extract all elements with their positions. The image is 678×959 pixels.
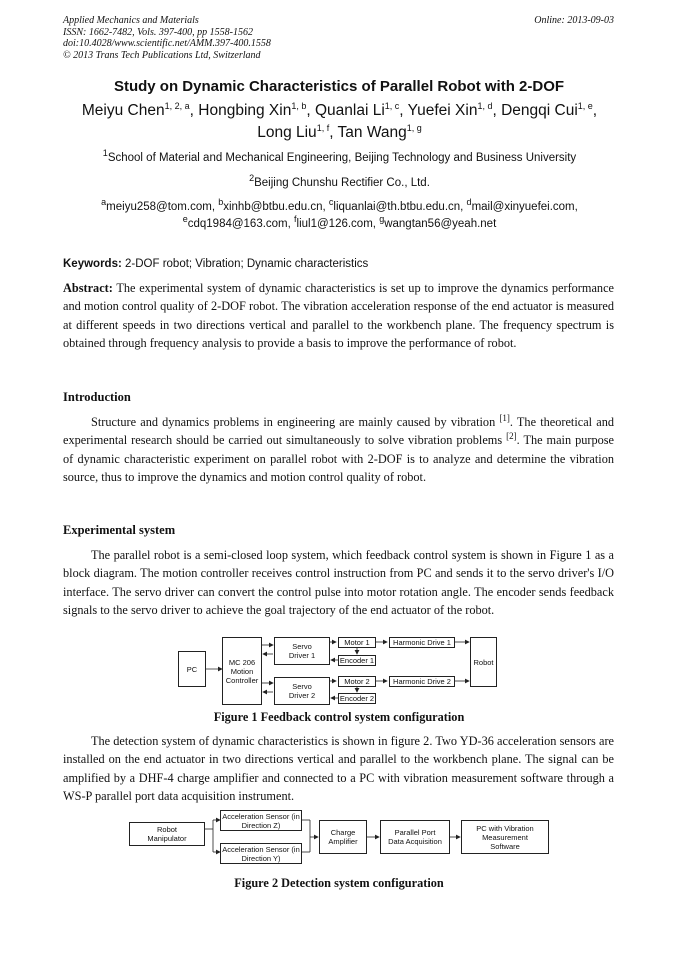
fig1-servo2-box: Servo Driver 2 xyxy=(274,677,330,705)
fig1-harmonic2-box: Harmonic Drive 2 xyxy=(389,676,455,687)
fig1-servo1-box: Servo Driver 1 xyxy=(274,637,330,665)
fig1-motor2-box: Motor 2 xyxy=(338,676,376,687)
email[interactable]: $^d$mail@xinyuefei.com xyxy=(466,197,575,213)
fig2-port-box: Parallel Port Data Acquisition xyxy=(380,820,450,854)
experimental-heading: Experimental system xyxy=(63,523,176,537)
author: Meiyu Chen$^{1, 2, a}$ xyxy=(81,100,190,119)
online-date: Online: 2013-09-03 xyxy=(534,15,614,26)
author: Yuefei Xin$^{1, d}$ xyxy=(407,100,493,119)
fig1-encoder1-box: Encoder 1 xyxy=(339,656,375,665)
fig2-sensor-y-box: Acceleration Sensor (in Direction Y) xyxy=(220,843,302,864)
fig2-robot-box: Robot Manipulator xyxy=(129,822,205,846)
email[interactable]: $^e$cdq1984@163.com xyxy=(182,214,288,230)
abstract-text: The experimental system of dynamic characteristics is set up to improve the dynamics performance and motion control quality of 2-DOF robot. The vibration acceleration response of the end actuator is measured at different speeds in two directions vertical and parallel to the workbench plane. The frequency spectrum is obtained through frequency analysis to provide a basis to improve the performance of robot. xyxy=(63,281,614,351)
email[interactable]: $^c$liquanlai@th.btbu.edu.cn xyxy=(328,197,461,213)
author: Hongbing Xin$^{1, b}$ xyxy=(198,100,307,119)
figure-1-caption: Figure 1 Feedback control system configuration xyxy=(213,710,465,724)
copyright: © 2013 Trans Tech Publications Ltd, Switzerland xyxy=(63,49,261,61)
email[interactable]: $^b$xinhb@btbu.edu.cn xyxy=(218,197,323,213)
author: Dengqi Cui$^{1, e}$ xyxy=(501,100,593,119)
author: Tan Wang$^{1, g}$ xyxy=(337,122,422,141)
fig1-encoder2-box: Encoder 2 xyxy=(339,694,375,703)
experimental-paragraph-1: The parallel robot is a semi-closed loop system, which feedback control system is shown in Figure 1 as a block diagram. The motion controller receives control instruction from PC and sends it to the servo driver's I/O interface. The servo driver can convert the control pulse into motor rotation angle. The encoder sends feedback signals to the servo driver to achieve the goal trajectory of the end actuator of the robot. xyxy=(63,548,614,618)
fig2-sensor-z-box: Acceleration Sensor (in Direction Z) xyxy=(220,810,302,831)
paper-title: Study on Dynamic Characteristics of Parallel Robot with 2-DOF xyxy=(113,78,565,95)
email[interactable]: $^a$meiyu258@tom.com xyxy=(101,197,212,213)
experimental-paragraph-2: The detection system of dynamic characteristics is shown in figure 2. Two YD-36 acceleration sensors are installed on the end actuator in two directions vertical and parallel to the workbench plane. The signal can be amplified by a DHF-4 charge amplifier and connected to a PC with vibration measurement software through a WS-P parallel port data acquisition instrument. xyxy=(63,734,614,804)
introduction-paragraph: Structure and dynamics problems in engineering are mainly caused by vibration [1]. The theoretical and experimental research should be carried out simultaneously to solve vibration problems [2]. The main purpose of dynamic characteristic experiment on parallel robot with 2-DOF is to analyze and determine the vibration source, thus to improve the dynamics and motion control quality of robot. xyxy=(63,412,614,485)
fig1-motor1-box: Motor 1 xyxy=(338,637,376,648)
author: Long Liu$^{1, f}$ xyxy=(257,122,330,141)
fig2-amplifier-box: Charge Amplifier xyxy=(319,820,367,854)
email[interactable]: $^g$wangtan56@yeah.net xyxy=(379,214,497,230)
fig2-pc-box: PC with Vibration Measurement Software xyxy=(461,820,549,854)
author: Quanlai Li$^{1, c}$ xyxy=(314,100,400,119)
introduction-heading: Introduction xyxy=(63,390,131,404)
affiliation-2: $^2$Beijing Chunshu Rectifier Co., Ltd. xyxy=(249,173,430,189)
author-list: Meiyu Chen$^{1, 2, a}$, Hongbing Xin$^{1, b}$, Quanlai Li$^{1, c}$, Yuefei Xin$^{1, d}$, Dengqi Cui$^{1, e}$, Long Liu$^{1, f}$, Tan Wang$^{1, g}$ xyxy=(81,100,598,141)
journal-name: Applied Mechanics and Materials xyxy=(63,15,199,26)
abstract-label: Abstract: xyxy=(63,281,113,295)
issn: ISSN: 1662-7482, Vols. 397-400, pp 1558-1562 xyxy=(63,26,253,38)
doi: doi:10.4028/www.scientific.net/AMM.397-400.1558 xyxy=(63,38,271,49)
email-list: $^a$meiyu258@tom.com, $^b$xinhb@btbu.edu.cn, $^c$liquanlai@th.btbu.edu.cn, $^d$mail@xinyuefei.com, $^e$cdq1984@163.com, $^f$liul1@126.com, $^g$wangtan56@yeah.net xyxy=(101,197,578,230)
figure-2-caption: Figure 2 Detection system configuration xyxy=(234,876,444,890)
fig1-controller-box: MC 206 Motion Controller xyxy=(222,637,262,705)
keywords-text: 2-DOF robot; Vibration; Dynamic characteristics xyxy=(125,258,369,270)
fig1-robot-box: Robot xyxy=(470,637,497,687)
fig1-pc-box: PC xyxy=(178,651,206,687)
affiliation-1: $^1$School of Material and Mechanical Engineering, Beijing Technology and Business University xyxy=(102,148,577,164)
fig1-harmonic1-box: Harmonic Drive 1 xyxy=(389,637,455,648)
email[interactable]: $^f$liul1@126.com xyxy=(294,214,373,230)
keywords-label: Keywords: xyxy=(63,258,122,270)
